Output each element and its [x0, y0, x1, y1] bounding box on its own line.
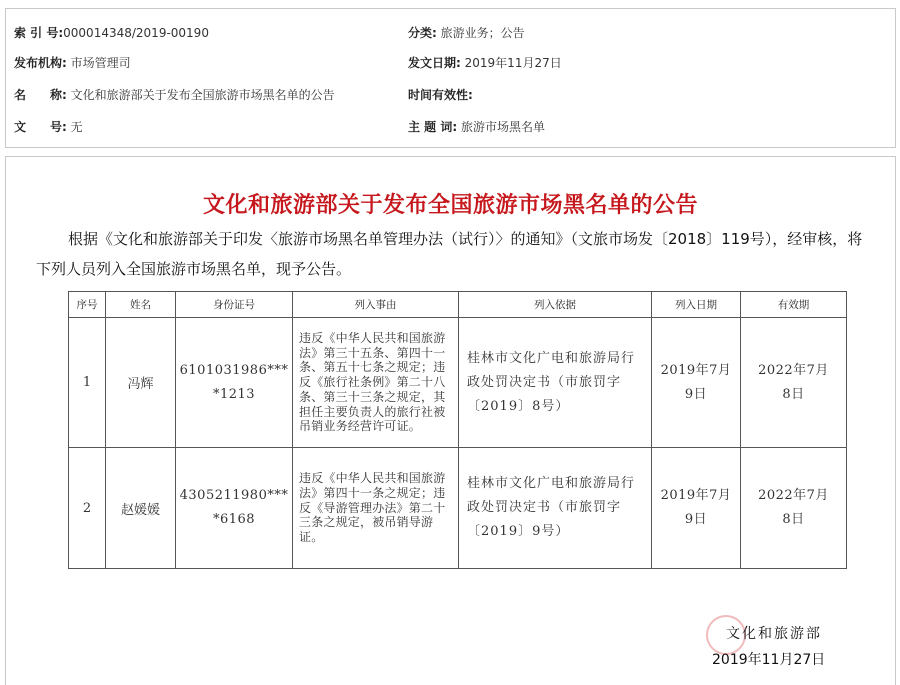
meta-issuer: 发布机构: 市场管理司 — [14, 56, 131, 70]
cell-date: 2019年7月 9日 — [652, 448, 741, 569]
cell-no: 2 — [69, 448, 106, 569]
header-no: 序号 — [69, 292, 106, 318]
cell-basis: 桂林市文化广电和旅游局行政处罚决定书（市旅罚字〔2019〕8号） — [459, 318, 652, 448]
meta-doc-no: 文 号: 无 — [14, 120, 83, 134]
header-name: 姓名 — [106, 292, 176, 318]
document-paragraph: 根据《文化和旅游部关于印发〈旅游市场黑名单管理办法（试行）〉的通知》（文旅市场发〔2018〕119号），经审核，将下列人员列入全国旅游市场黑名单，现予公告。 — [36, 230, 863, 278]
cell-reason: 违反《中华人民共和国旅游法》第四十一条之规定；违反《导游管理办法》第二十三条之规定，被吊销导游证。 — [293, 448, 459, 569]
header-id: 身份证号 — [176, 292, 293, 318]
table-row — [69, 318, 847, 448]
cell-reason: 违反《中华人民共和国旅游法》第三十五条、第四十一条、第五十七条之规定；违反《旅行社条例》第二十八条、第三十三条之规定，其担任主要负责人的旅行社被吊销业务经营许可证。 — [293, 318, 459, 448]
cell-name: 冯辉 — [106, 318, 176, 448]
blacklist-table — [68, 291, 847, 569]
document-body — [5, 156, 896, 685]
cell-id: 4305211980*** *6168 — [176, 448, 293, 569]
metadata-panel — [5, 8, 896, 148]
header-date: 列入日期 — [652, 292, 741, 318]
meta-name: 名 称: 文化和旅游部关于发布全国旅游市场黑名单的公告 — [14, 88, 335, 102]
meta-keywords: 主 题 词: 旅游市场黑名单 — [408, 120, 545, 134]
header-reason: 列入事由 — [293, 292, 459, 318]
cell-name: 赵媛媛 — [106, 448, 176, 569]
cell-basis: 桂林市文化广电和旅游局行政处罚决定书（市旅罚字〔2019〕9号） — [459, 448, 652, 569]
table-row — [69, 448, 847, 569]
header-validity: 有效期 — [741, 292, 847, 318]
cell-validity: 2022年7月 8日 — [741, 448, 847, 569]
cell-validity: 2022年7月 8日 — [741, 318, 847, 448]
signature-org: 文化和旅游部 — [726, 626, 822, 642]
header-basis: 列入依据 — [459, 292, 652, 318]
table-header-row — [69, 292, 847, 318]
cell-date: 2019年7月 9日 — [652, 318, 741, 448]
cell-no: 1 — [69, 318, 106, 448]
document-title: 文化和旅游部关于发布全国旅游市场黑名单的公告 — [202, 193, 698, 218]
cell-id: 6101031986*** *1213 — [176, 318, 293, 448]
meta-date: 发文日期: 2019年11月27日 — [408, 56, 562, 70]
meta-category: 分类: 旅游业务；公告 — [408, 26, 525, 40]
meta-index: 索 引 号:000014348/2019-00190 — [14, 26, 209, 40]
meta-validity: 时间有效性: — [408, 88, 473, 102]
signature-date: 2019年11月27日 — [712, 652, 826, 668]
